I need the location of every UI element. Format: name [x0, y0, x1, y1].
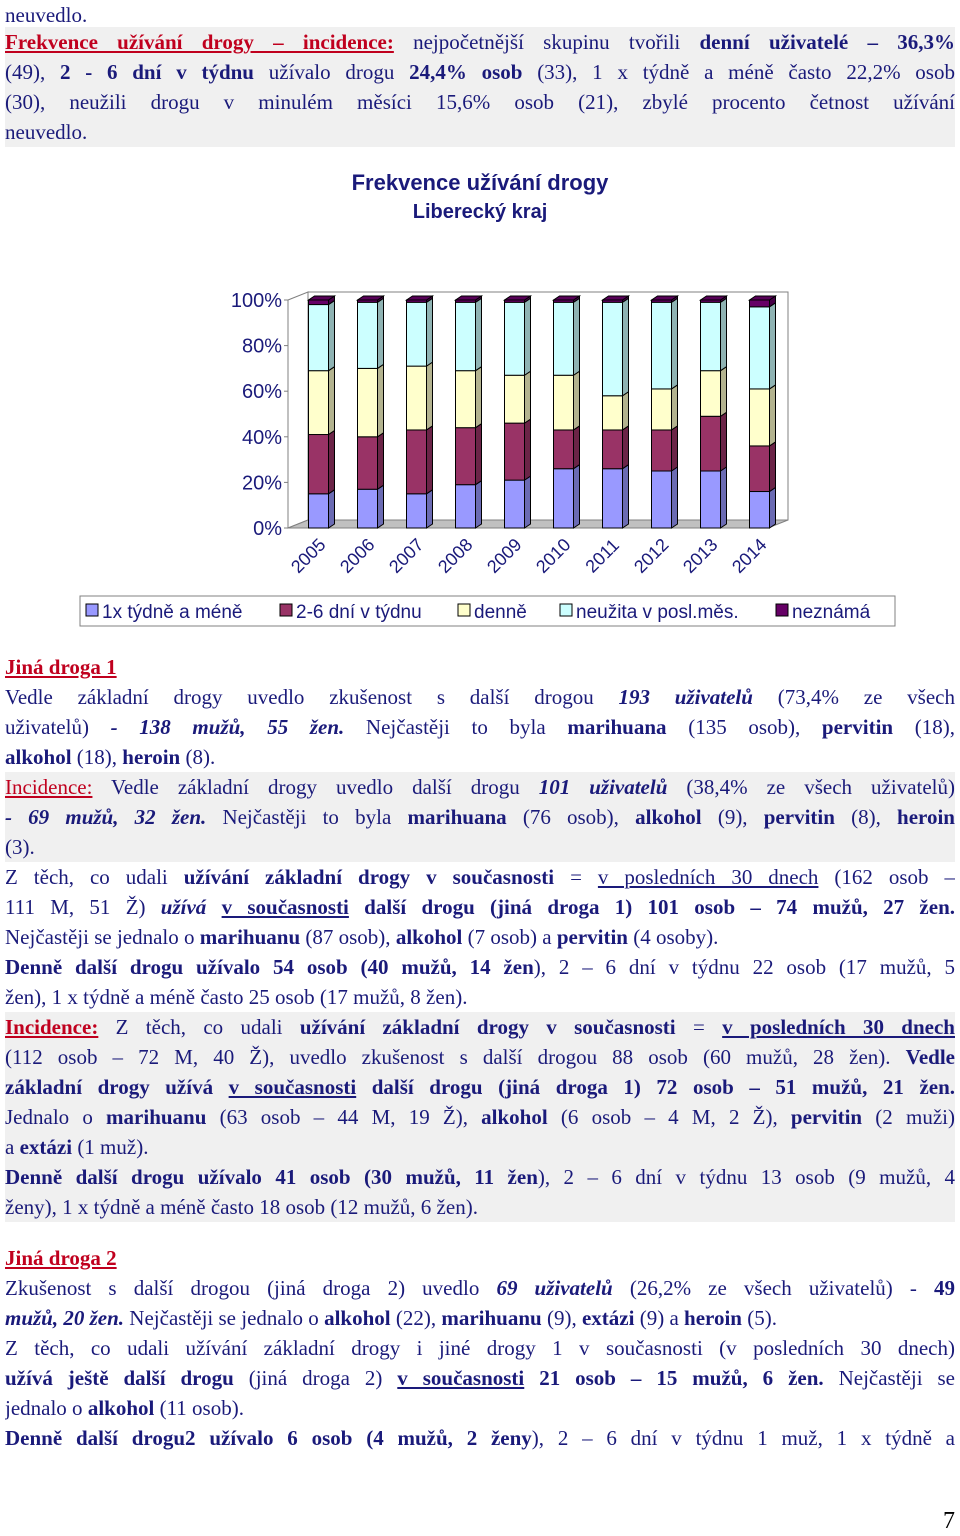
bar-side	[770, 442, 776, 492]
bar-face	[701, 471, 721, 528]
text-line: Zkušenost s další drogou (jiná droga 2) uvedlo 69 uživatelů (26,2% ze všech uživatelů) - 49	[5, 1276, 955, 1300]
chart-title: Frekvence užívání drogy	[351, 170, 609, 195]
legend-swatch	[560, 604, 572, 616]
bar-face	[603, 302, 623, 395]
bar-segment	[456, 298, 482, 370]
bar-side	[770, 488, 776, 528]
bar-segment	[603, 465, 629, 528]
bar-side	[525, 476, 531, 528]
bar-face	[603, 430, 623, 469]
text-line: Frekvence užívání drogy – incidence: nejpočetnější skupinu tvořili denní uživatelé – 36,3%	[5, 27, 955, 57]
text-line: (3).	[5, 832, 955, 862]
bar-side	[427, 362, 433, 430]
bar-side	[770, 303, 776, 389]
bar-segment	[407, 426, 433, 494]
bar-segment	[701, 467, 727, 528]
text-line: Denně další drogu užívalo 54 osob (40 mužů, 14 žen), 2 – 6 dní v týdnu 22 osob (17 mužů, 5	[5, 955, 955, 979]
bar-segment	[309, 431, 335, 494]
bar-face	[701, 371, 721, 417]
bar-side	[378, 298, 384, 368]
text-line: Z těch, co udali užívání základní drogy i jiné drogy 1 v současnosti (v posledních 30 dnech)	[5, 1336, 955, 1360]
bar-face	[407, 430, 427, 494]
text-line: - 69 mužů, 32 žen. Nejčastěji to byla marihuana (76 osob), alkohol (9), pervitin (8), heroin	[5, 802, 955, 832]
bar-face	[505, 302, 525, 375]
bar-segment	[505, 371, 531, 423]
legend-swatch	[458, 604, 470, 616]
text-line: Denně další drogu2 užívalo 6 osob (4 mužů, 2 ženy), 2 – 6 dní v týdnu 1 muž, 1 x týdně a	[5, 1426, 955, 1450]
bar-face	[456, 371, 476, 428]
legend-swatch	[776, 604, 788, 616]
x-tick-label: 2009	[483, 534, 526, 577]
bar-side	[672, 467, 678, 528]
bar-face	[358, 302, 378, 368]
bar-face	[652, 389, 672, 430]
text-line: neuvedlo.	[5, 117, 955, 147]
bar-face	[652, 471, 672, 528]
bar-side	[476, 481, 482, 528]
bar-segment	[701, 298, 727, 370]
bar-side	[525, 298, 531, 375]
bar-side	[623, 426, 629, 469]
bar-segment	[603, 392, 629, 430]
bar-face	[456, 428, 476, 485]
text-line: uživatelů) - 138 mužů, 55 žen. Nejčastěji to byla marihuana (135 osob), pervitin (18),	[5, 715, 955, 739]
bar-face	[701, 416, 721, 471]
bar-side	[672, 426, 678, 471]
bar-segment	[701, 367, 727, 417]
y-tick-label: 20%	[241, 472, 282, 495]
legend-label: neznámá	[792, 602, 871, 623]
text-line: užívá ještě další drogu (jiná droga 2) v současnosti 21 osob – 15 mužů, 6 žen. Nejčastěji se	[5, 1366, 955, 1390]
x-tick-label: 2014	[728, 534, 771, 577]
x-tick-label: 2013	[679, 534, 722, 577]
bar-side	[427, 426, 433, 494]
bar-side	[378, 364, 384, 436]
bar-face	[652, 302, 672, 389]
bar-side	[525, 371, 531, 423]
text-line: (112 osob – 72 M, 40 Ž), uvedlo zkušenost s další drogou 88 osob (60 mužů, 28 žen). Vedle	[5, 1042, 955, 1072]
text-line: Incidence: Z těch, co udali užívání základní drogy v současnosti = v posledních 30 dnech	[5, 1012, 955, 1042]
bar-segment	[407, 296, 433, 302]
text-line: Denně další drogu užívalo 41 osob (30 mužů, 11 žen), 2 – 6 dní v týdnu 13 osob (9 mužů, 4	[5, 1162, 955, 1192]
bar-segment	[750, 385, 776, 446]
bar-segment	[652, 426, 678, 471]
bar-segment	[505, 296, 531, 302]
bar-face	[750, 492, 770, 528]
bar-segment	[358, 364, 384, 436]
legend-label: 2-6 dní v týdnu	[296, 602, 422, 623]
text-line: mužů, 20 žen. Nejčastěji se jednalo o alkohol (22), marihuanu (9), extázi (9) a heroin (5).	[5, 1306, 777, 1330]
bar-side	[623, 392, 629, 430]
bar-side	[721, 367, 727, 417]
bar-side	[672, 385, 678, 430]
bar-segment	[750, 442, 776, 492]
bar-face	[554, 375, 574, 430]
page-number: 7	[943, 1508, 955, 1534]
legend-label: neužita v posl.měs.	[576, 602, 739, 623]
bar-face	[309, 371, 329, 435]
bar-segment	[750, 303, 776, 389]
bar-side	[721, 412, 727, 471]
bar-side	[623, 465, 629, 528]
text-line: 111 M, 51 Ž) užívá v současnosti další drogu (jiná droga 1) 101 osob – 74 mužů, 27 žen.	[5, 895, 955, 919]
bar-segment	[505, 419, 531, 480]
legend-swatch	[280, 604, 292, 616]
y-tick-label: 100%	[230, 290, 282, 312]
chart-side-wall	[288, 292, 308, 528]
bar-face	[750, 389, 770, 446]
bar-segment	[652, 467, 678, 528]
bar-face	[554, 430, 574, 469]
bar-face	[603, 469, 623, 528]
bar-side	[770, 385, 776, 446]
bar-segment	[603, 296, 629, 302]
bar-segment	[358, 298, 384, 368]
text-line: Jednalo o marihuanu (63 osob – 44 M, 19 Ž), alkohol (6 osob – 4 M, 2 Ž), pervitin (2 muži)	[5, 1102, 955, 1132]
bar-side	[623, 298, 629, 395]
bar-side	[378, 433, 384, 489]
legend-label: denně	[474, 602, 527, 623]
bar-face	[407, 302, 427, 366]
bar-side	[476, 424, 482, 485]
stacked-bar-chart	[0, 0, 960, 640]
text-line: a extázi (1 muž).	[5, 1132, 955, 1162]
bar-segment	[554, 426, 580, 469]
text-line: (49), 2 - 6 dní v týdnu užívalo drogu 24,4% osob (33), 1 x týdně a méně často 22,2% osob	[5, 57, 955, 87]
bar-segment	[750, 296, 776, 307]
bar-segment	[456, 481, 482, 528]
text-line: Z těch, co udali užívání základní drogy v současnosti = v posledních 30 dnech (162 osob –	[5, 865, 955, 889]
legend-label: 1x týdně a méně	[102, 602, 243, 623]
y-tick-label: 0%	[253, 518, 282, 540]
bar-segment	[701, 296, 727, 302]
bar-segment	[603, 298, 629, 395]
text-line: Incidence: Vedle základní drogy uvedlo další drogu 101 uživatelů (38,4% ze všech uživatelů)	[5, 772, 955, 802]
bar-face	[309, 300, 329, 305]
bar-face	[505, 480, 525, 528]
bar-side	[721, 298, 727, 370]
legend-swatch	[86, 604, 98, 616]
inline-heading: Frekvence užívání drogy – incidence:	[5, 30, 394, 54]
bar-face	[505, 423, 525, 480]
x-tick-label: 2007	[385, 534, 428, 577]
bar-segment	[309, 367, 335, 435]
bar-face	[456, 485, 476, 528]
chart-legend	[80, 596, 895, 626]
bar-segment	[652, 296, 678, 302]
bar-face	[554, 302, 574, 375]
bar-side	[329, 490, 335, 528]
bar-segment	[358, 433, 384, 489]
bar-face	[309, 435, 329, 494]
bar-side	[476, 367, 482, 428]
bar-face	[358, 437, 378, 489]
x-tick-label: 2008	[434, 534, 477, 577]
bar-segment	[750, 488, 776, 528]
bar-face	[358, 489, 378, 528]
section-heading: Jiná droga 2	[5, 1246, 117, 1270]
bar-face	[603, 396, 623, 430]
bar-face	[750, 300, 770, 307]
x-tick-label: 2012	[630, 534, 673, 577]
bar-segment	[554, 296, 580, 302]
bar-face	[358, 368, 378, 436]
x-tick-label: 2011	[581, 534, 624, 577]
bar-segment	[358, 296, 384, 302]
bar-side	[329, 367, 335, 435]
bar-segment	[554, 465, 580, 528]
bar-side	[427, 490, 433, 528]
bar-face	[456, 302, 476, 370]
bar-segment	[309, 301, 335, 371]
bar-segment	[456, 424, 482, 485]
text-line: ženy), 1 x týdně a méně často 18 osob (12 mužů, 6 žen).	[5, 1192, 955, 1222]
bar-side	[427, 298, 433, 366]
bar-side	[476, 298, 482, 370]
text-line: jednalo o alkohol (11 osob).	[5, 1396, 244, 1420]
bar-side	[574, 426, 580, 469]
y-tick-label: 40%	[241, 426, 282, 449]
bar-face	[407, 366, 427, 430]
bar-face	[505, 375, 525, 423]
bar-side	[574, 371, 580, 430]
bar-face	[407, 494, 427, 528]
x-tick-label: 2010	[532, 534, 575, 577]
bar-segment	[554, 298, 580, 375]
bar-segment	[505, 476, 531, 528]
x-tick-label: 2005	[287, 534, 330, 577]
bar-segment	[554, 371, 580, 430]
bar-face	[701, 302, 721, 370]
bar-segment	[701, 412, 727, 471]
bar-segment	[407, 298, 433, 366]
bar-segment	[505, 298, 531, 375]
bar-side	[378, 485, 384, 528]
bar-face	[309, 305, 329, 371]
bar-side	[329, 301, 335, 371]
bar-side	[525, 419, 531, 480]
text-line: žen), 1 x týdně a méně často 25 osob (17 mužů, 8 žen).	[5, 985, 468, 1009]
bar-face	[554, 469, 574, 528]
text-line: Nejčastěji se jednalo o marihuanu (87 osob), alkohol (7 osob) a pervitin (4 osoby).	[5, 925, 719, 949]
bar-segment	[603, 426, 629, 469]
bar-side	[574, 465, 580, 528]
text-line: Vedle základní drogy uvedlo zkušenost s další drogou 193 uživatelů (73,4% ze všech	[5, 685, 955, 709]
bar-segment	[407, 490, 433, 528]
bar-side	[329, 431, 335, 494]
bar-face	[750, 446, 770, 492]
bar-segment	[652, 385, 678, 430]
bar-face	[652, 430, 672, 471]
text-line: základní drogy užívá v současnosti další drogu (jiná droga 1) 72 osob – 51 mužů, 21 žen.	[5, 1072, 955, 1102]
y-tick-label: 60%	[241, 381, 282, 404]
text-line: neuvedlo.	[5, 3, 88, 27]
bar-segment	[309, 296, 335, 305]
bar-segment	[407, 362, 433, 430]
bar-side	[721, 467, 727, 528]
bar-segment	[358, 485, 384, 528]
x-tick-label: 2006	[336, 534, 379, 577]
y-tick-label: 80%	[241, 335, 282, 358]
bar-face	[750, 307, 770, 389]
bar-segment	[456, 296, 482, 302]
bar-side	[574, 298, 580, 375]
bar-face	[309, 494, 329, 528]
bar-side	[672, 298, 678, 389]
section-heading: Jiná droga 1	[5, 655, 117, 679]
bar-segment	[456, 367, 482, 428]
text-line: (30), neužili drogu v minulém měsíci 15,6% osob (21), zbylé procento četnost užívání	[5, 87, 955, 117]
bar-segment	[309, 490, 335, 528]
bar-segment	[652, 298, 678, 389]
chart-subtitle: Liberecký kraj	[412, 201, 548, 223]
text-line: alkohol (18), heroin (8).	[5, 745, 216, 769]
